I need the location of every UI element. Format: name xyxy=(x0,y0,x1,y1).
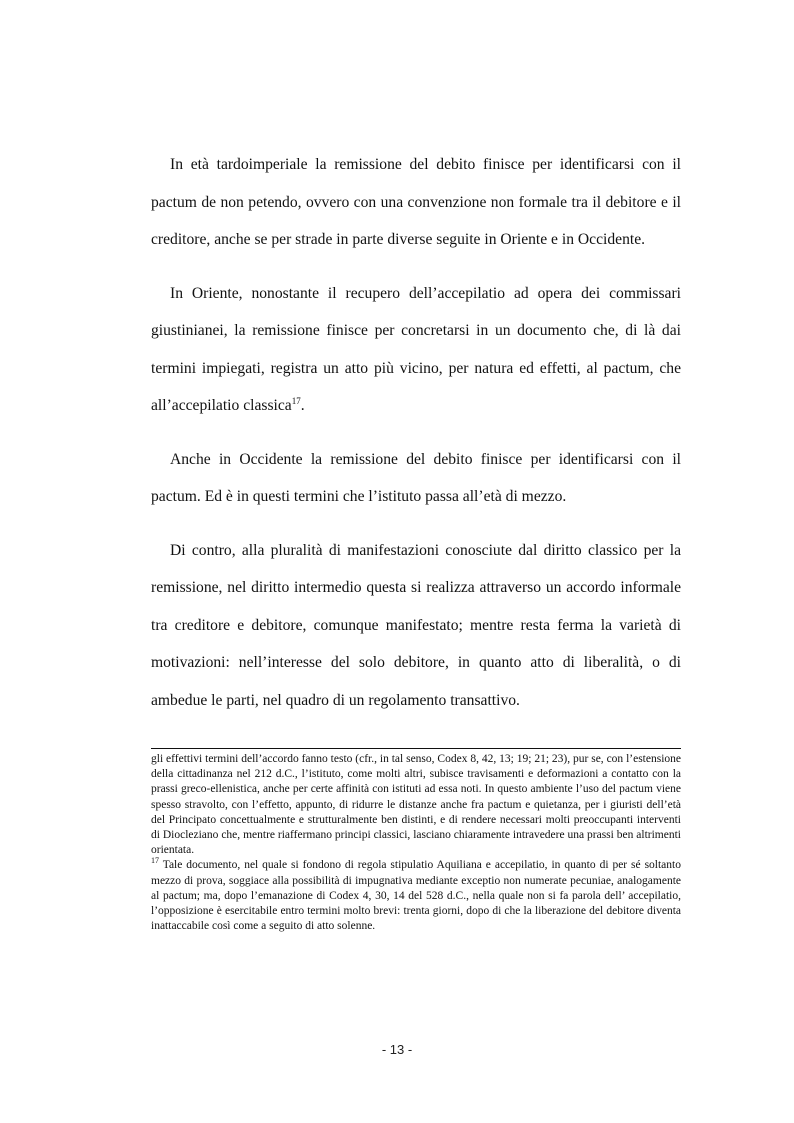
footnote-continued-text: gli effettivi termini dell’accordo fanno testo (cfr., in tal senso, Codex 8, 42, 13; 19; 21; 23), pur se, con l’estensione della cittadinanza nel 212 d.C., l’istituto, come molti altri, subisce travisamenti e deformazioni a contatto con la prassi greco-ellenistica, anche per certe affinità con istituti ad essa noti. In questo ambiente l’uso del pactum viene spesso stravolto, con l’effetto, appunto, di ridurre le distanze anche fra pactum e quietanza, per i giuristi dell’età del Principato concettualmente e strutturalmente ben distinti, e di rendere necessari molti preoccupanti interventi di Diocleziano che, mentre riaffermano principi classici, lasciano chiaramente intravedere una prassi ben altrimenti orientata. xyxy=(151,753,681,857)
footnote-separator xyxy=(151,748,681,749)
footnotes xyxy=(151,752,681,934)
paragraph-2-period: . xyxy=(300,397,305,414)
paragraph-3-text: Anche in Occidente la remissione del debito finisce per identificarsi con il pactum. Ed è in questi termini che l’istituto passa all’età di mezzo. xyxy=(151,450,681,505)
paragraph-2 xyxy=(151,275,681,425)
paragraph-3 xyxy=(151,441,681,516)
paragraph-1-text: In età tardoimperiale la remissione del debito finisce per identificarsi con il pactum de non petendo, ovvero con una convenzione non formale tra il debitore e il creditore, anche se per strade in parte diverse seguite in Oriente e in Occidente. xyxy=(151,156,681,248)
footnote-ref-17[interactable]: 17 xyxy=(291,395,301,406)
paragraph-2-text: In Oriente, nonostante il recupero dell’accepilatio ad opera dei commissari giustinianei, la remissione finisce per concretarsi in un documento che, di là dai termini impiegati, registra un atto più vicino, per natura ed effetti, al pactum, che all’accepilatio classica xyxy=(151,284,681,414)
footnote-17 xyxy=(151,858,681,934)
footnote-17-number: 17 xyxy=(151,856,159,866)
paragraph-4-text: Di contro, alla pluralità di manifestazioni conosciute dal diritto classico per la remissione, nel diritto intermedio questa si realizza attraverso un accordo informale tra creditore e debitore, comunque manifestato; mentre resta ferma la varietà di motivazioni: nell’interesse del solo debitore, in quanto atto di liberalità, o di ambedue le parti, nel quadro di un regolamento transattivo. xyxy=(151,541,681,709)
paragraph-4 xyxy=(151,532,681,720)
footnote-17-text: Tale documento, nel quale si fondono di regola stipulatio Aquiliana e accepilatio, in quanto di per sé soltanto mezzo di prova, soggiace alla possibilità di impugnativa mediante exceptio non numerate pecuniae, analogamente al pactum; ma, dopo l’emanazione di Codex 4, 30, 14 del 528 d.C., nella quale non si fa parola dell’ accepilatio, l’opposizione è esercitabile entro termini molto brevi: trenta giorni, dopo di che la liberazione del debitore diventa inattaccabile così come a seguito di atto solenne. xyxy=(151,859,681,933)
main-text xyxy=(151,146,681,735)
paragraph-1 xyxy=(151,146,681,259)
page-number: - 13 - xyxy=(381,1042,413,1057)
footnote-continued xyxy=(151,752,681,858)
